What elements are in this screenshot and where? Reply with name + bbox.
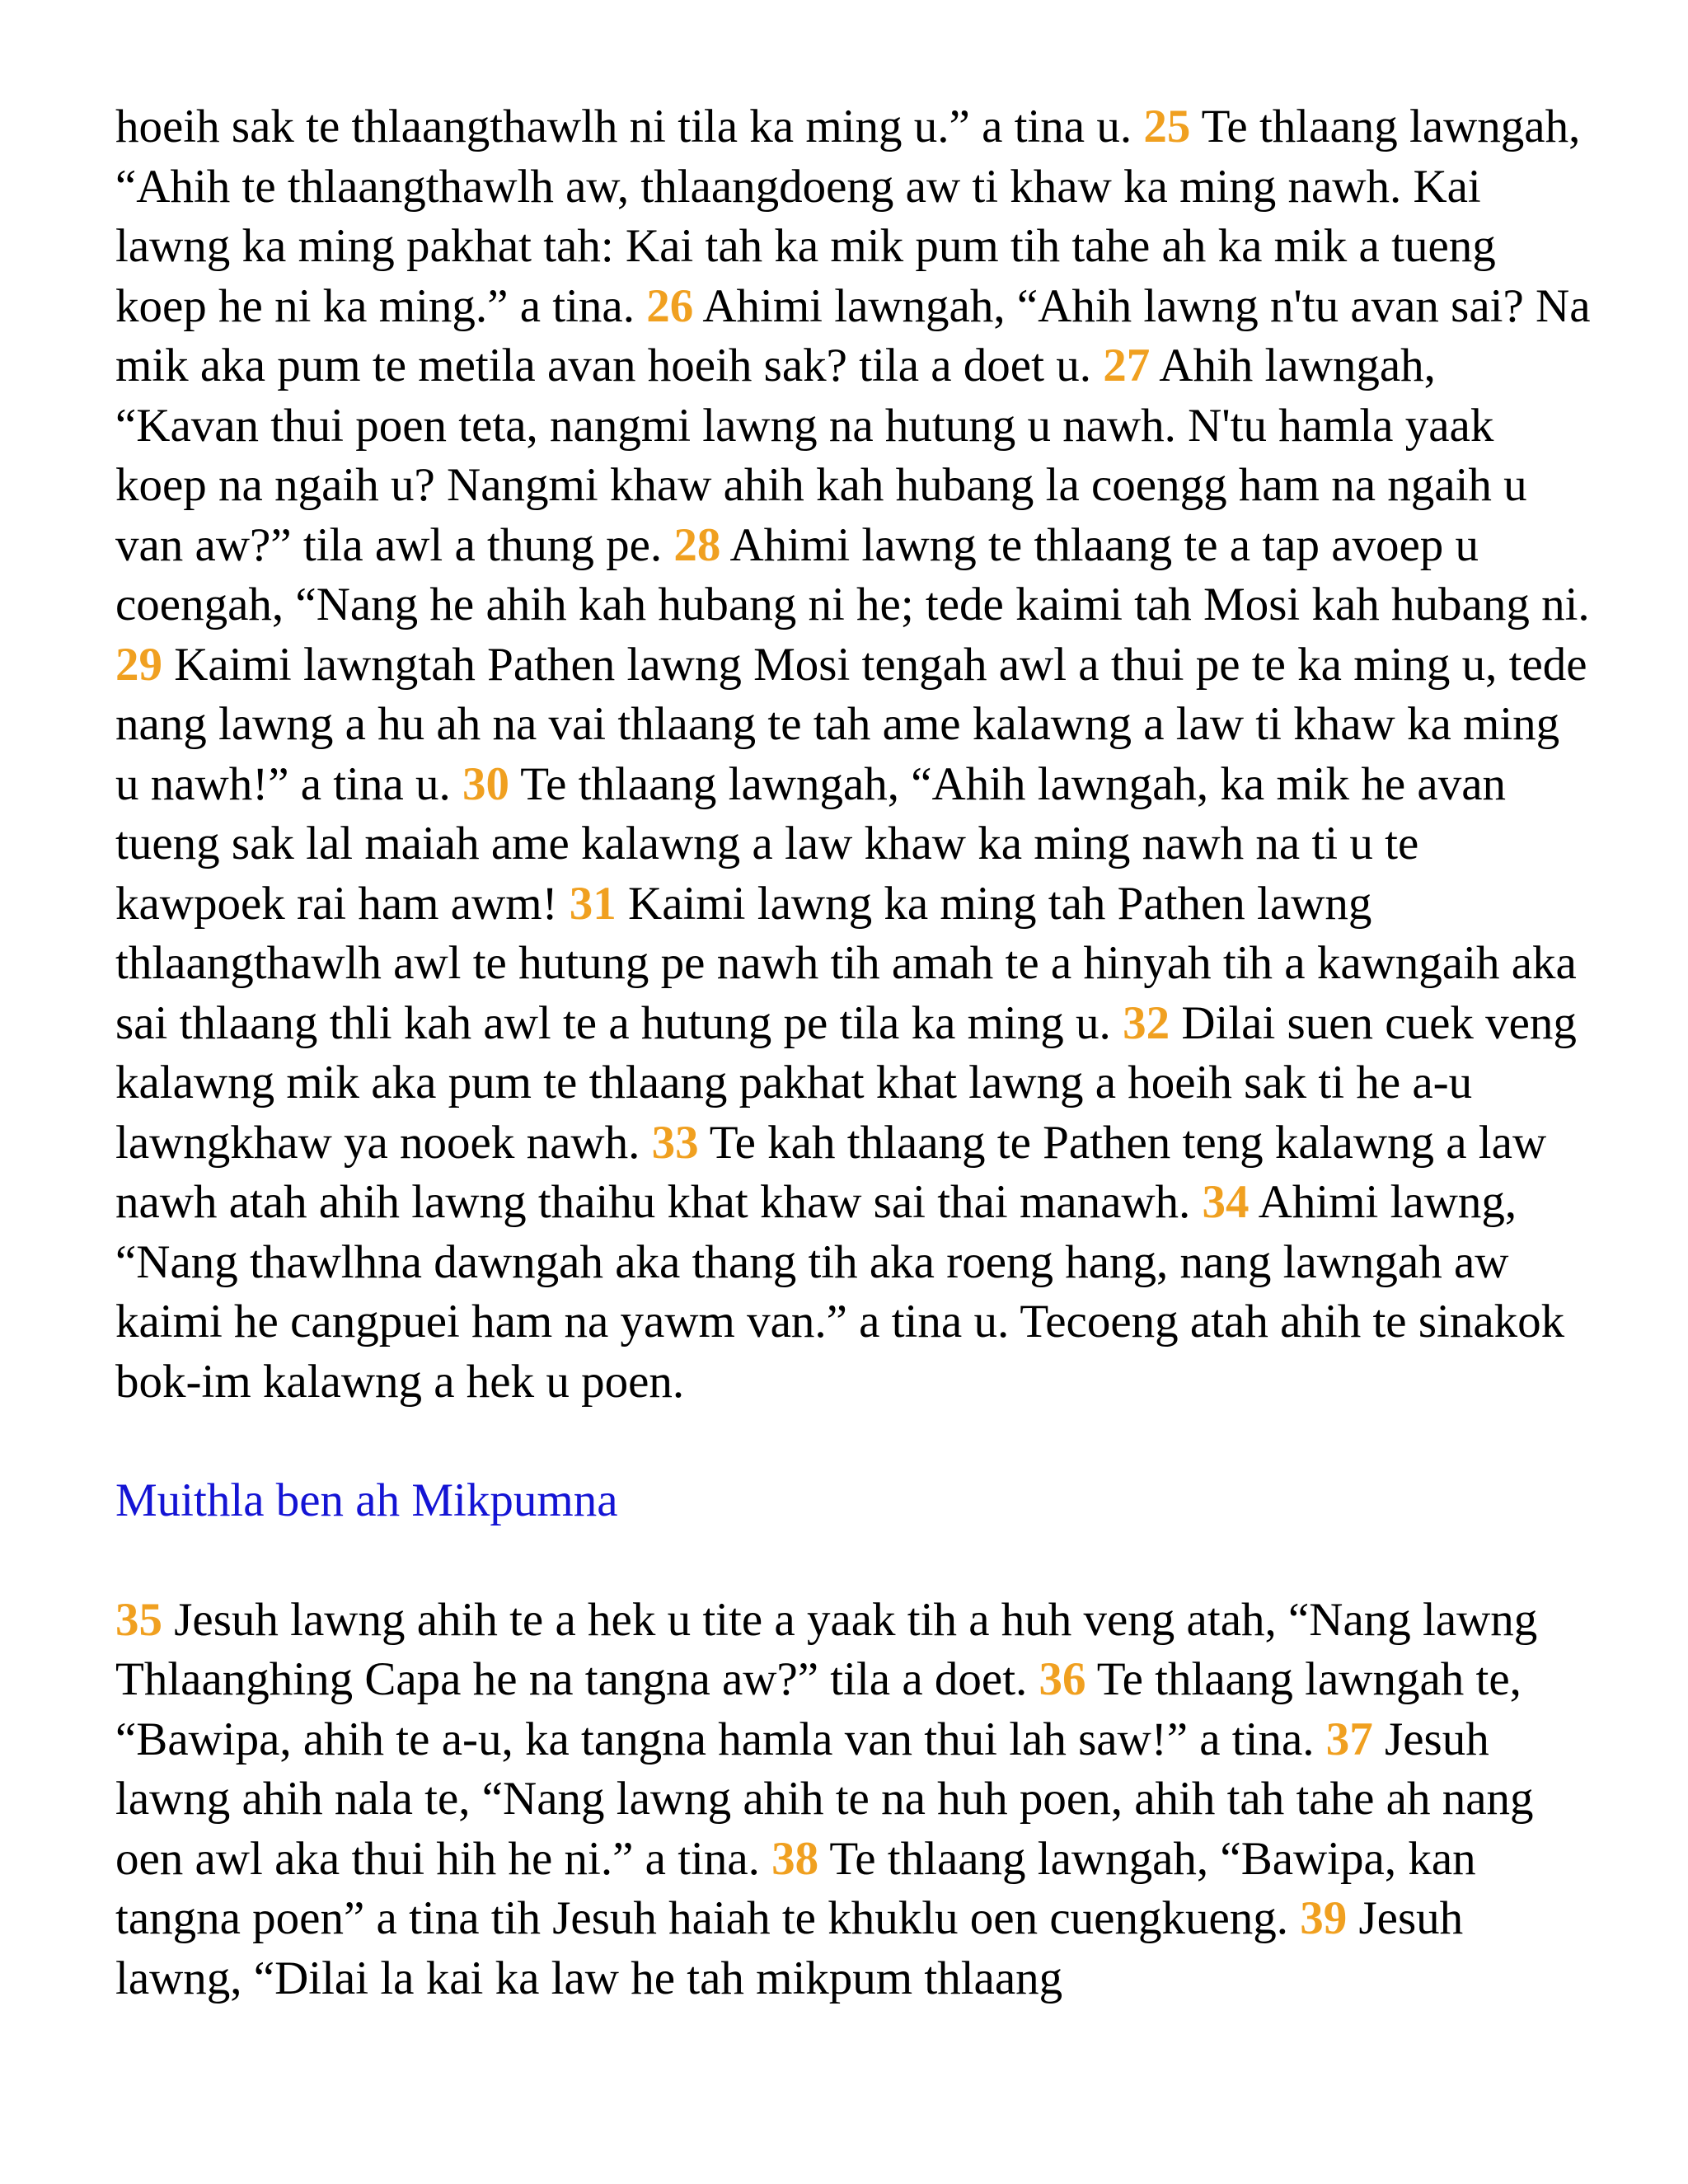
scripture-paragraph xyxy=(115,97,1591,1412)
verse-number: 30 xyxy=(462,757,510,810)
verse-text: hoeih sak te thlaangthawlh ni tila ka ming u.” a tina u. xyxy=(115,101,1144,152)
verse-text: Ahimi lawng te thlaang te a tap avoep u coengah, “Nang he ahih kah hubang ni he; tede kaimi tah Mosi kah hubang ni. xyxy=(115,518,1590,630)
verse-text: Kaimi lawng ka ming tah Pathen lawng thlaangthawlh awl te hutung pe nawh tih amah te a hinyah tih a kawngaih aka sai thlaang thli kah awl te a hutung pe tila ka ming u. xyxy=(115,877,1577,1049)
section-heading: Muithla ben ah Mikpumna xyxy=(115,1474,618,1526)
verse-text: Jesuh lawng ahih nala te, “Nang lawng ahih te na huh poen, ahih tah tahe ah nang oen awl aka thui hih he ni.” a tina. xyxy=(115,1713,1534,1885)
verse-number: 33 xyxy=(651,1116,699,1169)
verse-number: 29 xyxy=(115,638,162,691)
verse-number: 36 xyxy=(1039,1653,1086,1705)
verse-text: Dilai suen cuek veng kalawng mik aka pum te thlaang pakhat khat lawng a hoeih sak ti he a-u lawngkhaw ya nooek nawh. xyxy=(115,996,1577,1169)
verse-text: Jesuh lawng ahih te a hek u tite a yaak tih a huh veng atah, “Nang lawng Thlaanghing Capa he na tangna aw?” tila a doet. xyxy=(115,1593,1538,1705)
verse-text: Te thlaang lawngah, “Bawipa, kan tangna poen” a tina tih Jesuh haiah te khuklu oen cuengkueng. xyxy=(115,1832,1476,1944)
verse-text: Te kah thlaang te Pathen teng kalawng a law nawh atah ahih lawng thaihu khat khaw sai thai manawh. xyxy=(115,1116,1547,1228)
verse-number: 28 xyxy=(673,518,721,571)
verse-number: 39 xyxy=(1300,1892,1348,1944)
verse-number: 27 xyxy=(1103,340,1151,391)
verse-text: Te thlaang lawngah, “Ahih te thlaangthawlh aw, thlaangdoeng aw ti khaw ka ming nawh. Kai lawng ka ming pakhat tah: Kai tah ka mik pum tih tahe ah ka mik a tueng koep he ni ka ming.” a tina. xyxy=(115,101,1581,332)
verse-number: 34 xyxy=(1202,1176,1250,1228)
verse-text: Jesuh lawng, “Dilai la kai ka law he tah mikpum thlaang xyxy=(115,1892,1464,2004)
verse-text: Ahimi lawngah, “Ahih lawng n'tu avan sai? Na mik aka pum te metila avan hoeih sak? tila a doet u. xyxy=(115,279,1591,391)
verse-number: 26 xyxy=(646,279,694,332)
verse-number: 25 xyxy=(1143,101,1191,152)
verse-text: Te thlaang lawngah, “Ahih lawngah, ka mik he avan tueng sak lal maiah ame kalawng a law khaw ka ming nawh na ti u te kawpoek rai ham awm! xyxy=(115,757,1507,930)
verse-text: Te thlaang lawngah te, “Bawipa, ahih te a-u, ka tangna hamla van thui lah saw!” a tina. xyxy=(115,1653,1522,1765)
verse-text: Ahimi lawng, “Nang thawlhna dawngah aka thang tih aka roeng hang, nang lawngah aw kaimi he cangpuei ham na yawm van.” a tina u. Tecoeng atah ahih te sinakok bok-im kalawng a hek u poen. xyxy=(115,1176,1565,1408)
verse-number: 31 xyxy=(569,877,617,930)
scripture-paragraph xyxy=(115,1591,1591,2009)
verse-number: 37 xyxy=(1325,1713,1373,1765)
verse-number: 35 xyxy=(115,1593,162,1646)
verse-text: Kaimi lawngtah Pathen lawng Mosi tengah awl a thui pe te ka ming u, tede nang lawng a hu ah na vai thlaang te tah ame kalawng a law ti khaw ka ming u nawh!” a tina u. xyxy=(115,638,1587,810)
verse-number: 32 xyxy=(1123,996,1170,1049)
verse-number: 38 xyxy=(771,1832,819,1885)
document-page xyxy=(115,97,1591,2008)
verse-text: Ahih lawngah, “Kavan thui poen teta, nangmi lawng na hutung u nawh. N'tu hamla yaak koep na ngaih u? Nangmi khaw ahih kah hubang la coengg ham na ngaih u van aw?” tila awl a thung pe. xyxy=(115,340,1527,571)
